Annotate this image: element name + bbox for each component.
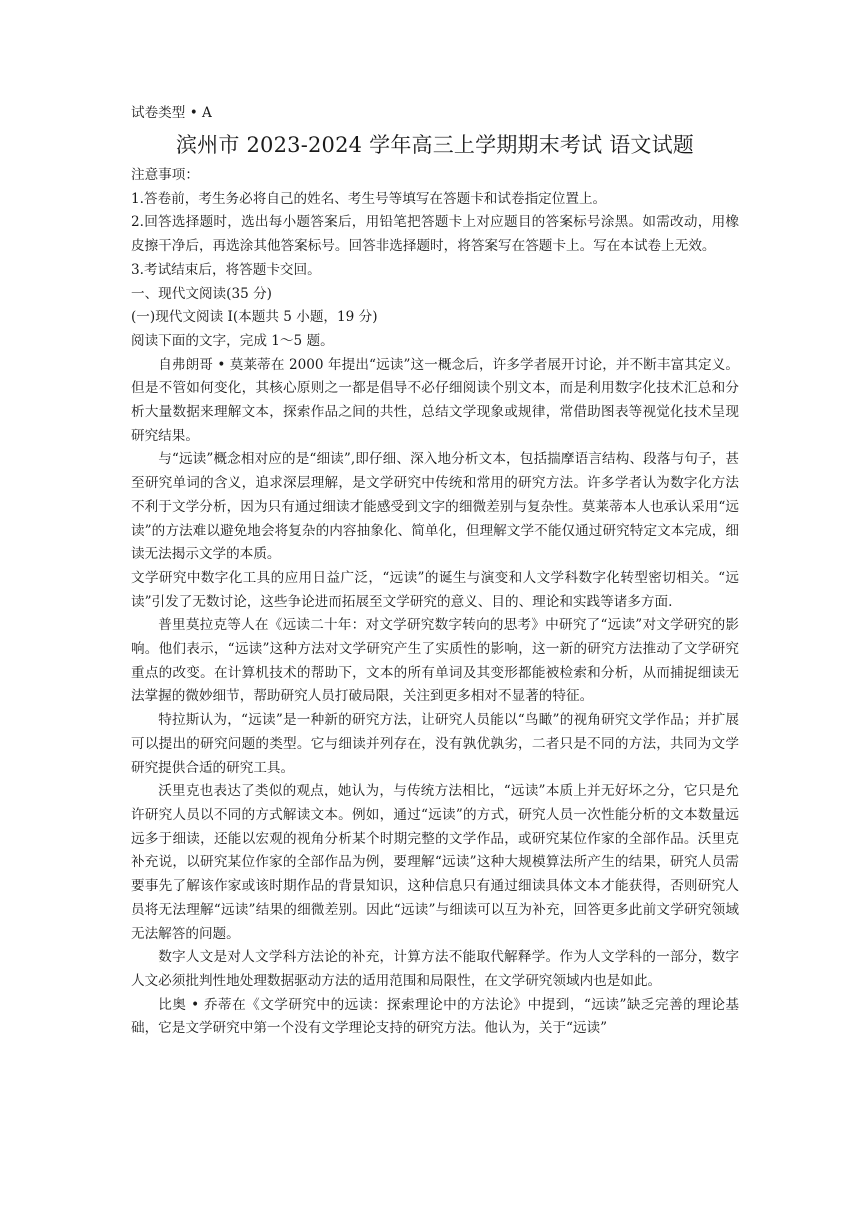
section-heading: 一、现代文阅读(35 分)	[131, 285, 272, 302]
passage-paragraph: 与“远读”概念相对应的是“细读”,即仔细、深入地分析文本，包括揣摩语言结构、段落与句子，甚至研究单词的含义，追求深层理解，是文学研究中传统和常用的研究方法。许多学者认为数字化方法不利于文学分析，因为只有通过细读才能感受到文字的细微差别与复杂性。莫莱蒂本人也承认采用“远读”的方法难以避免地会将复杂的内容抽象化、简单化，但理解文学不能仅通过研究特定文本完成，细读无法揭示文学的本质。	[131, 451, 739, 563]
passage-paragraph: 自弗朗哥 • 莫莱蒂在 2000 年提出“远读”这一概念后，许多学者展开讨论，并不断丰富其定义。但是不管如何变化，其核心原则之一都是倡导不必仔细阅读个别文本，而是利用数字化技术汇总和分析大量数据来理解文本，探索作品之间的共性，总结文学现象或规律，常借助图表等视觉化技术呈现研究结果。	[131, 356, 739, 444]
exam-page	[131, 102, 739, 1041]
subsection-heading: (一)现代文阅读 I(本题共 5 小题，19 分)	[131, 309, 378, 326]
passage-paragraph: 普里莫拉克等人在《远读二十年：对文学研究数字转向的思考》中研究了“远读”对文学研究的影响。他们表示，“远读”这种方法对文学研究产生了实质性的影响，这一新的研究方法推动了文学研究重点的改变。在计算机技术的帮助下，文本的所有单词及其变形都能被检索和分析，从而捕捉细读无法掌握的微妙细节，帮助研究人员打破局限，关注到更多相对不显著的特征。	[131, 617, 739, 705]
page-title: 滨州市 2023-2024 学年高三上学期期末考试 语文试题	[175, 133, 694, 157]
notes-heading: 注意事项：	[131, 167, 199, 183]
note-item: 1.答卷前，考生务必将自己的姓名、考生号等填写在答题卡和试卷指定位置上。	[131, 190, 607, 207]
passage-paragraph: 沃里克也表达了类似的观点，她认为，与传统方法相比，“远读”本质上并无好坏之分，它只是允许研究人员以不同的方式解读文本。例如，通过“远读”的方式，研究人员一次性能分析的文本数量远远多于细读，还能以宏观的视角分析某个时期完整的文学作品，或研究某位作家的全部作品。沃里克补充说，以研究某位作家的全部作品为例，要理解“远读”这种大规模算法所产生的结果，研究人员需要事先了解该作家或该时期作品的背景知识，这种信息只有通过细读具体文本才能获得，否则研究人员将无法理解“远读”结果的细微差别。因此“远读”与细读可以互为补充，回答更多此前文学研究领域无法解答的问题。	[131, 783, 739, 942]
reading-instruction: 阅读下面的文字，完成 1～5 题。	[131, 332, 334, 349]
passage-paragraph: 特拉斯认为，“远读”是一种新的研究方法，让研究人员能以“鸟瞰”的视角研究文学作品；并扩展可以提出的研究问题的类型。它与细读并列存在，没有孰优孰劣，二者只是不同的方法，共同为文学研究提供合适的研究工具。	[131, 712, 739, 776]
passage-paragraph: 文学研究中数字化工具的应用日益广泛，“远读”的诞生与演变和人文学科数字化转型密切相关。“远读”引发了无数讨论，这些争论进而拓展至文学研究的意义、目的、理论和实践等诸多方面.	[131, 569, 739, 610]
passage-paragraph: 比奥 • 乔蒂在《文学研究中的远读：探索理论中的方法论》中提到，“远读”缺乏完善的理论基础，它是文学研究中第一个没有文学理论支持的研究方法。他认为，关于“远读”	[131, 996, 739, 1037]
paper-type: 试卷类型 • A	[131, 105, 212, 121]
passage-paragraph: 数字人文是对人文学科方法论的补充，计算方法不能取代解释学。作为人文学科的一部分，数字人文必须批判性地处理数据驱动方法的适用范围和局限性，在文学研究领域内也是如此。	[131, 949, 739, 989]
note-item: 3.考试结束后，将答题卡交回。	[131, 261, 321, 278]
note-item: 2.回答选择题时，选出每小题答案后，用铅笔把答题卡上对应题目的答案标号涂黑。如需改动，用橡皮擦干净后，再选涂其他答案标号。回答非选择题时，将答案写在答题卡上。写在本试卷上无效。	[131, 214, 739, 255]
